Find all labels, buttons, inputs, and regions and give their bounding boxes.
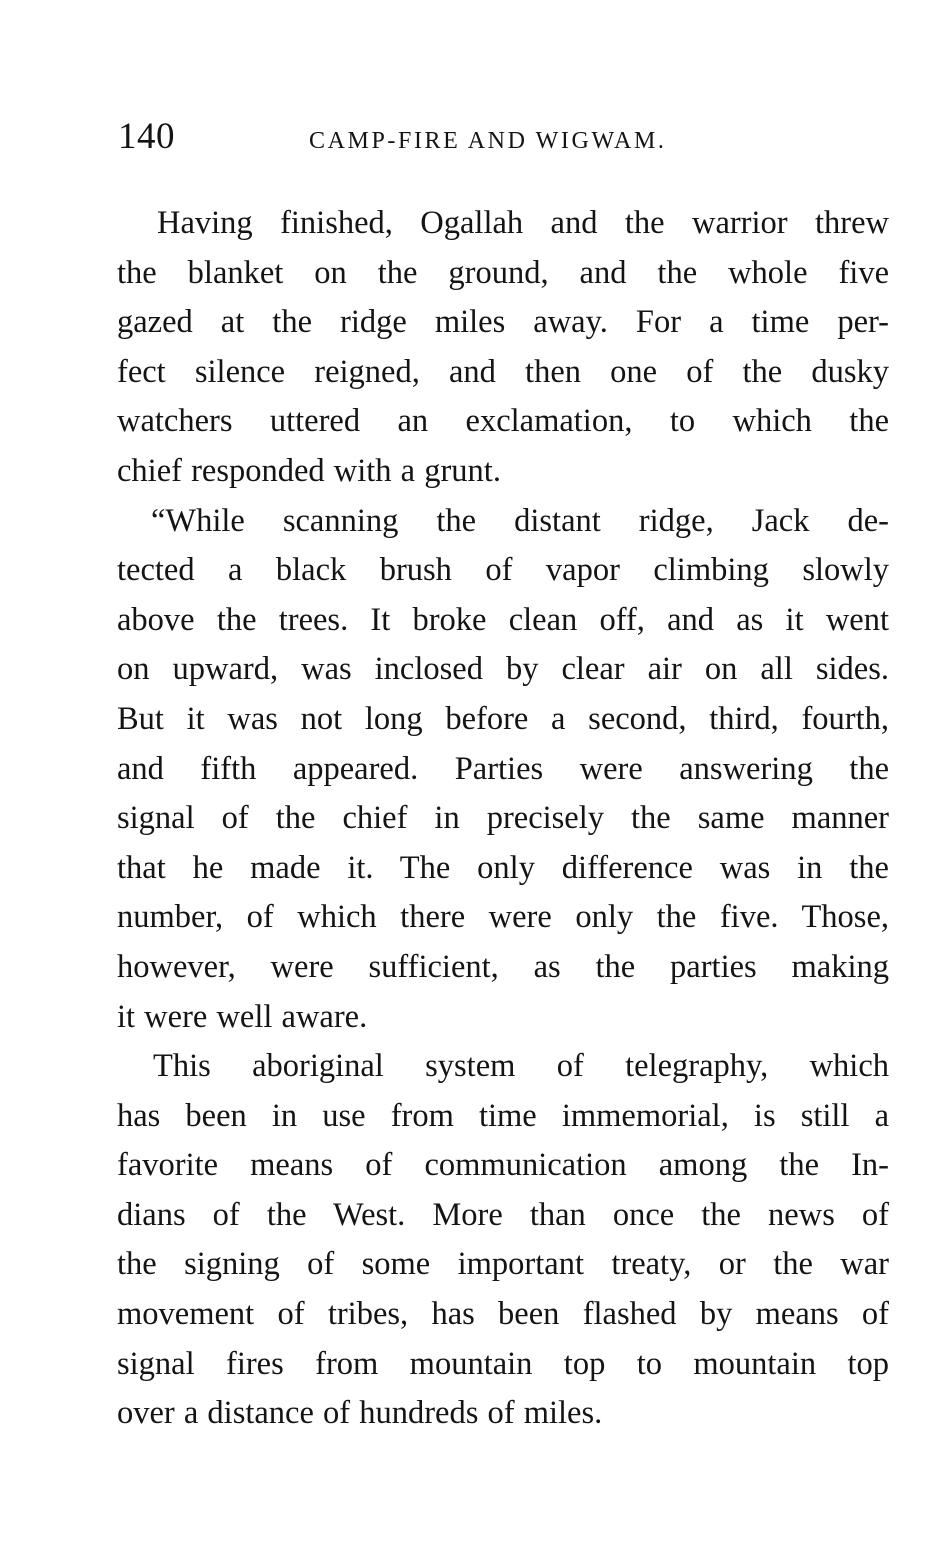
text-line: over a distance of hundreds of miles.: [117, 1395, 603, 1432]
text-line: chief responded with a grunt.: [117, 452, 501, 489]
body-text: [117, 199, 889, 1439]
text-line: signal fires from mountain top to mountain top: [117, 1345, 889, 1382]
paragraph: [117, 497, 889, 1043]
text-line: movement of tribes, has been flashed by means of: [117, 1296, 889, 1333]
text-line: tected a black brush of vapor climbing slowly: [117, 552, 889, 589]
paragraph: [117, 1042, 889, 1439]
text-line: dians of the West. More than once the news of: [117, 1196, 889, 1233]
text-line: the blanket on the ground, and the whole five: [117, 254, 889, 291]
text-line: above the trees. It broke clean off, and as it went: [117, 601, 889, 638]
page-number: 140: [118, 116, 175, 157]
text-line: fect silence reigned, and then one of the dusky: [117, 353, 889, 390]
text-line: favorite means of communication among the In-: [117, 1147, 889, 1184]
text-line: however, were sufficient, as the parties making: [117, 948, 889, 985]
text-line: and fifth appeared. Parties were answering the: [117, 750, 889, 787]
text-line: on upward, was inclosed by clear air on all sides.: [117, 651, 889, 688]
text-line: “While scanning the distant ridge, Jack de-: [151, 502, 889, 539]
text-line: gazed at the ridge miles away. For a time per-: [117, 304, 889, 341]
text-line: watchers uttered an exclamation, to which the: [117, 403, 889, 440]
text-line: This aboriginal system of telegraphy, which: [153, 1048, 889, 1085]
text-line: number, of which there were only the five. Those,: [117, 899, 889, 936]
running-title: CAMP-FIRE AND WIGWAM.: [309, 128, 667, 154]
text-line: signal of the chief in precisely the same manner: [117, 800, 889, 837]
text-line: has been in use from time immemorial, is still a: [117, 1097, 889, 1134]
text-line: But it was not long before a second, third, fourth,: [117, 700, 889, 737]
text-line: the signing of some important treaty, or the war: [117, 1246, 889, 1283]
text-line: Having finished, Ogallah and the warrior threw: [157, 205, 889, 241]
text-line: that he made it. The only difference was in the: [117, 849, 889, 886]
page-header: [118, 112, 888, 162]
text-line: it were well aware.: [117, 998, 368, 1035]
paragraph: [117, 199, 889, 497]
